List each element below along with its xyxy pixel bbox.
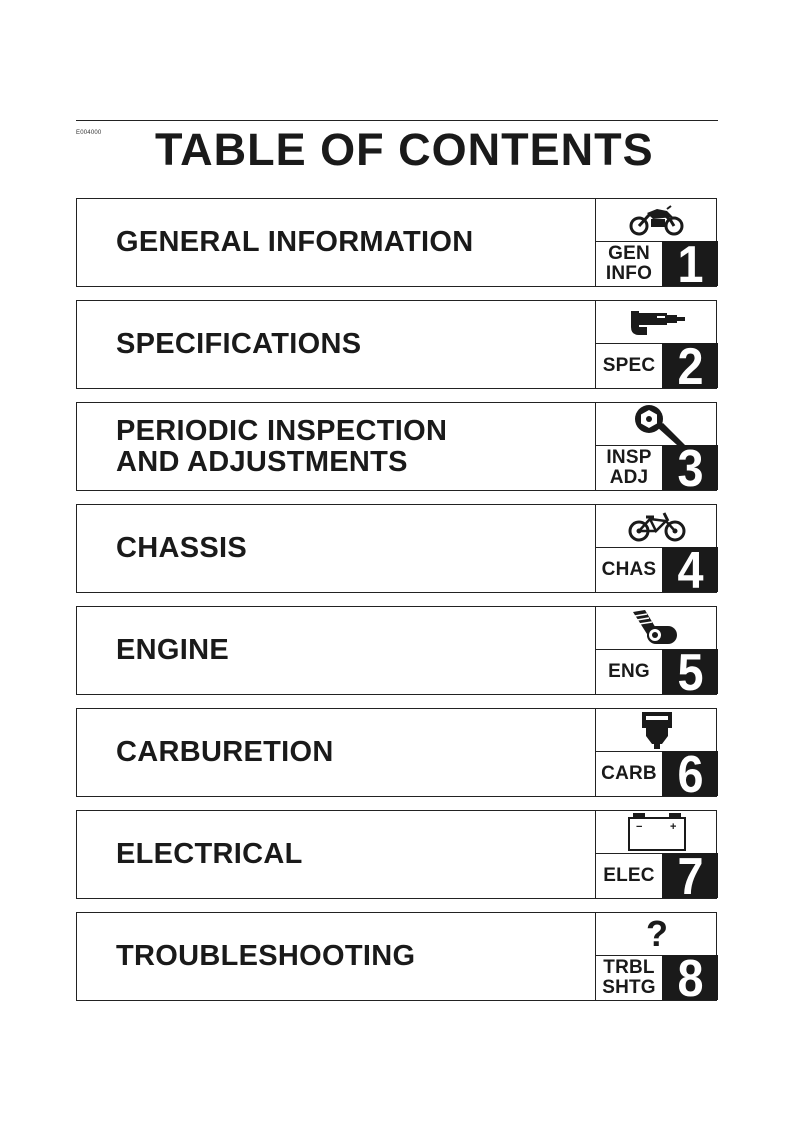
section-number-text: 2 [676, 343, 704, 388]
toc-entry-chassis[interactable] [76, 504, 717, 593]
section-code [596, 547, 662, 592]
toc-entry-title: PERIODIC INSPECTION AND ADJUSTMENTS [116, 414, 448, 478]
document-code: E004000 [76, 130, 102, 136]
section-number-text: 7 [676, 853, 704, 898]
section-tab[interactable] [595, 708, 718, 797]
battery-minus-label: − [636, 820, 643, 833]
section-code-line: ENG [608, 661, 650, 682]
section-code [596, 751, 662, 796]
section-number [662, 955, 718, 1000]
section-code [596, 343, 662, 388]
battery-plus-label: + [670, 820, 677, 833]
section-number [662, 241, 718, 286]
section-code [596, 649, 662, 694]
section-tab[interactable] [595, 504, 718, 593]
section-number [662, 547, 718, 592]
section-code [596, 853, 662, 898]
section-code-line: CHAS [601, 559, 657, 580]
toc-entry-title: GENERAL INFORMATION [116, 226, 474, 258]
toc-entry-carburetion[interactable] [76, 708, 717, 797]
motorcycle-icon [596, 198, 718, 241]
section-number-text: 1 [676, 241, 704, 286]
section-code-line: INSP [606, 447, 652, 468]
section-number-text: 3 [676, 445, 704, 490]
engine-cylinder-icon [596, 606, 718, 649]
section-number [662, 343, 718, 388]
page-title: TABLE OF CONTENTS [155, 124, 654, 175]
section-tab[interactable] [595, 606, 718, 695]
toc-entry-periodic-inspection[interactable] [76, 402, 717, 491]
section-code-line: GEN [608, 243, 650, 264]
toc-entry-title: ELECTRICAL [116, 838, 303, 870]
toc-entry-title: ENGINE [116, 634, 229, 666]
section-code [596, 445, 662, 490]
section-code-line: TRBL [603, 957, 655, 978]
toc-entry-electrical[interactable] [76, 810, 717, 899]
toc-entry-specifications[interactable] [76, 300, 717, 389]
carburetor-icon [596, 708, 718, 751]
section-code-line: ELEC [603, 865, 655, 886]
bicycle-frame-icon [596, 504, 718, 547]
section-code [596, 955, 662, 1000]
toc-entry-title: CHASSIS [116, 532, 248, 564]
toc-entry-title: SPECIFICATIONS [116, 328, 362, 360]
question-mark-glyph: ? [646, 912, 668, 954]
toc-entry-title: TROUBLESHOOTING [116, 940, 416, 972]
section-code-line: SHTG [602, 977, 656, 998]
section-tab[interactable] [595, 810, 718, 899]
section-number-text: 4 [676, 547, 704, 592]
toc-entry-title: CARBURETION [116, 736, 334, 768]
section-tab[interactable] [595, 402, 718, 491]
section-number-text: 5 [676, 649, 704, 694]
toc-entry-engine[interactable] [76, 606, 717, 695]
section-number [662, 649, 718, 694]
battery-icon [596, 810, 718, 853]
section-tab[interactable] [595, 912, 718, 1001]
question-mark-icon [596, 912, 718, 955]
toc-entry-general-information[interactable] [76, 198, 717, 287]
section-number [662, 751, 718, 796]
section-code-line: INFO [605, 263, 653, 284]
section-number [662, 853, 718, 898]
section-code [596, 241, 662, 286]
section-code-line: SPEC [602, 355, 656, 376]
caliper-tool-icon [596, 300, 718, 343]
section-number-text: 6 [676, 751, 704, 796]
section-number-text: 8 [676, 955, 704, 1000]
wrench-icon [596, 402, 718, 445]
section-number [662, 445, 718, 490]
top-rule [76, 120, 718, 121]
section-tab[interactable] [595, 198, 718, 287]
toc-entry-troubleshooting[interactable] [76, 912, 717, 1001]
section-code-line: CARB [601, 763, 657, 784]
section-code-line: ADJ [609, 467, 649, 488]
section-tab[interactable] [595, 300, 718, 389]
